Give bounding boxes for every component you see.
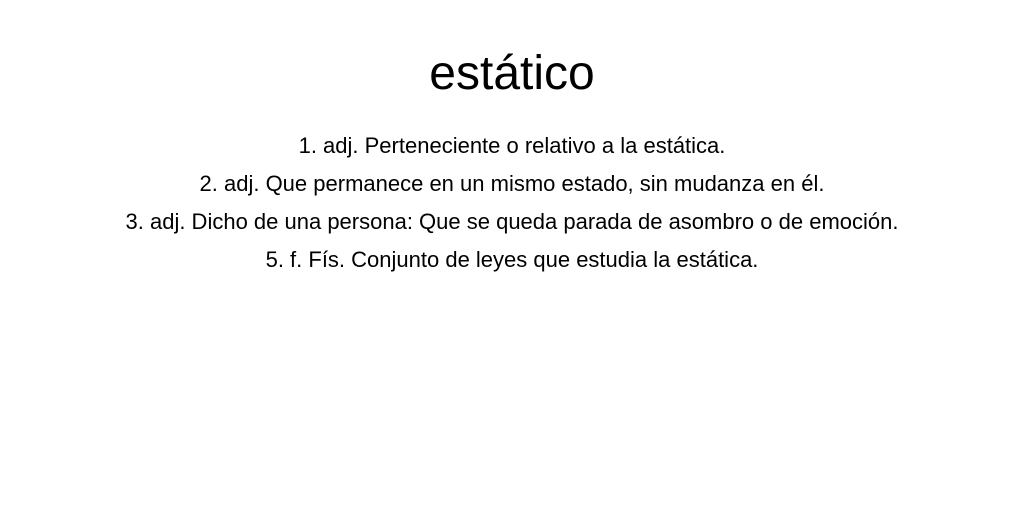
- definition-1: 1. adj. Perteneciente o relativo a la estática.: [298, 133, 726, 158]
- headword-title: estático: [429, 47, 595, 100]
- definition-3: 3. adj. Dicho de una persona: Que se queda parada de asombro o de emoción.: [125, 209, 899, 234]
- definition-2: 2. adj. Que permanece en un mismo estado, sin mudanza en él.: [199, 171, 825, 196]
- definition-5: 5. f. Fís. Conjunto de leyes que estudia la estática.: [265, 247, 759, 272]
- definition-list: [0, 127, 1024, 279]
